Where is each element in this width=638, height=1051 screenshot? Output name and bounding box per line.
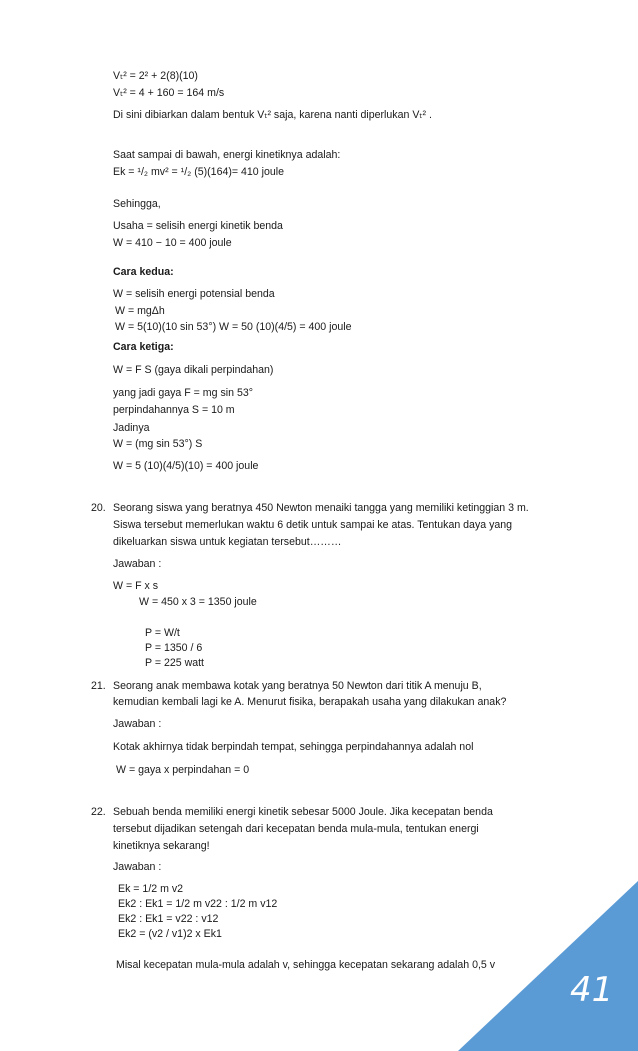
text-line: Jadinya [113,422,150,434]
answer-line: Ek2 : Ek1 = v22 : v12 [118,913,219,925]
question-text: kemudian kembali lagi ke A. Menurut fisika, berapakah usaha yang dilakukan anak? [113,696,507,708]
question-text: dikeluarkan siswa untuk kegiatan tersebut……… [113,536,342,548]
answer-line: W = gaya x perpindahan = 0 [116,764,250,776]
text-line: Vₜ² = 2² + 2(8)(10) [113,70,198,82]
section-heading: Cara ketiga: [113,341,174,353]
text-line: yang jadi gaya F = mg sin 53° [113,387,253,399]
answer-line: W = 450 x 3 = 1350 joule [139,596,257,608]
question-text: tersebut dijadikan setengah dari kecepatan benda mula-mula, tentukan energi [113,823,479,835]
section-heading: Cara kedua: [113,266,174,278]
text-line: W = 410 − 10 = 400 joule [113,237,232,249]
text-line: W = F S (gaya dikali perpindahan) [113,364,274,376]
corner-triangle [458,881,638,1051]
text-line: Usaha = selisih energi kinetik benda [113,220,283,232]
text-line: W = 5(10)(10 sin 53°) W = 50 (10)(4/5) = 400 joule [115,321,352,333]
text-line: W = mgΔh [115,305,165,317]
page-number: 41 [570,970,614,1010]
answer-line: Ek = 1/2 m v2 [118,883,184,895]
answer-line: W = F x s [113,580,159,592]
text-line: Di sini dibiarkan dalam bentuk Vₜ² saja, karena nanti diperlukan Vₜ² . [113,109,432,121]
question-text: Siswa tersebut memerlukan waktu 6 detik untuk sampai ke atas. Tentukan daya yang [113,519,513,531]
question-text: Sebuah benda memiliki energi kinetik sebesar 5000 Joule. Jika kecepatan benda [113,806,493,818]
answer-line: P = W/t [145,627,180,639]
text-line: Ek = ¹/₂ mv² = ¹/₂ (5)(164)= 410 joule [113,166,285,178]
question-number: 20. [91,502,106,514]
text-line: W = (mg sin 53°) S [113,438,203,450]
text-line: Saat sampai di bawah, energi kinetiknya adalah: [113,149,341,161]
answer-line: P = 1350 / 6 [145,642,203,654]
corner-triangle-shape [458,881,638,1051]
question-number: 21. [91,680,106,692]
answer-line: Ek2 : Ek1 = 1/2 m v22 : 1/2 m v12 [118,898,278,910]
answer-label: Jawaban : [113,861,162,873]
answer-label: Jawaban : [113,558,162,570]
text-line: W = selisih energi potensial benda [113,288,275,300]
answer-line: Kotak akhirnya tidak berpindah tempat, sehingga perpindahannya adalah nol [113,741,474,753]
answer-label: Jawaban : [113,718,162,730]
text-line: perpindahannya S = 10 m [113,404,235,416]
question-number: 22. [91,806,106,818]
text-line: Vₜ² = 4 + 160 = 164 m/s [113,87,225,99]
text-line: W = 5 (10)(4/5)(10) = 400 joule [113,460,259,472]
answer-line: Ek2 = (v2 / v1)2 x Ek1 [118,928,222,940]
question-text: Seorang siswa yang beratnya 450 Newton menaiki tangga yang memiliki ketinggian 3 m. [113,502,529,514]
answer-line: Misal kecepatan mula-mula adalah v, sehingga kecepatan sekarang adalah 0,5 v [116,959,496,971]
answer-line: P = 225 watt [145,657,204,669]
question-text: Seorang anak membawa kotak yang beratnya 50 Newton dari titik A menuju B, [113,680,482,692]
text-line: Sehingga, [113,198,161,210]
question-text: kinetiknya sekarang! [113,840,210,852]
